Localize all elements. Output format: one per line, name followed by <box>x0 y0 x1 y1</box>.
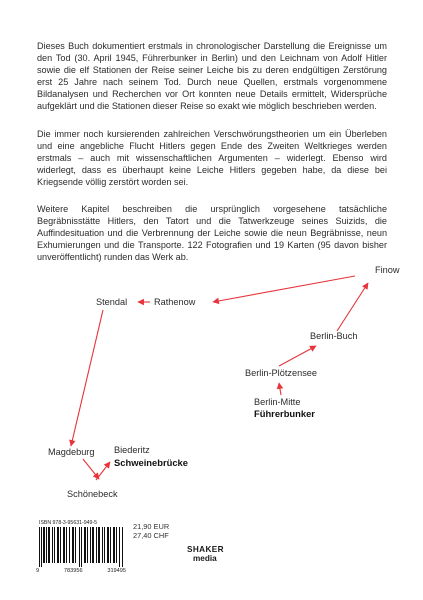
price-eur: 21,90 EUR <box>133 522 170 531</box>
price-chf: 27,40 CHF <box>133 531 169 541</box>
place-schoenebeck: Schönebeck <box>67 489 118 499</box>
isbn-label: ISBN 978-3-95631-949-5 <box>39 520 97 526</box>
barcode <box>39 527 123 567</box>
barcode-digits <box>36 568 126 574</box>
description-paragraph-3: Weitere Kapitel beschreiben die ursprünglich vorgesehene tatsächliche Begräbnisstätte Hitlers, den Tatort und die Tatwerkzeuge seines Suizids, die Auffindesituation und die Verbrennung der Leiche sowie die neun Begräbnisse, neun Exhumierungen und die Transporte. 122 Fotografien und 19 Karten (95 davon bisher unveröffentlicht) runden das Werk ab. <box>37 204 387 263</box>
description-paragraph-1: Dieses Buch dokumentiert erstmals in chronologischer Darstellung die Ereignisse um den Tod (30. April 1945, Führerbunker in Berlin) und den Leichnam von Adolf Hitler sowie die elf Stationen der Reise seiner Leiche bis zu deren endgültigen Zerstörung erst 25 Jahre nach seinem Tod. Durch neue Quellen, erstmals vorgenommene Bildanalysen und Recherchen vor Ort konnten neue Details ermittelt, Widersprüche aufgeklärt und die Stationen dieser Reise so exakt wie möglich beschrieben werden. <box>37 41 387 112</box>
barcode-digit-group-1: 9 <box>36 568 40 574</box>
arrow-bunker-to-ploetzensee <box>279 383 281 395</box>
description-paragraph-2: Die immer noch kursierenden zahlreichen Verschwörungstheorien um ein Überleben und eine angebliche Flucht Hitlers gegen Ende des Zweiten Weltkrieges werden erstmals – auch mit wissenschaftlichen Argumenten – widerlegt. Ebenso wird widerlegt, dass es überhaupt keine Leiche Hitlers gegeben habe, da diese bei Kriegsende völlig zerstört worden sei. <box>37 129 387 188</box>
arrow-finow-to-rathenow <box>213 276 355 302</box>
arrow-buch-to-finow <box>337 283 368 331</box>
place-finow: Finow <box>375 265 400 275</box>
arrow-ploetzensee-to-buch <box>279 346 316 366</box>
arrow-stendal-to-magdeburg <box>71 310 103 446</box>
place-schweinebruecke: Schweinebrücke <box>114 457 188 468</box>
arrow-magdeburg-to-schoenebeck <box>83 459 99 479</box>
place-rathenow: Rathenow <box>154 297 196 307</box>
place-berlin-ploetzensee: Berlin-Plötzensee <box>245 368 318 378</box>
arrow-schoenebeck-to-biederitz <box>96 462 110 480</box>
publisher-name-line1: SHAKER <box>187 545 224 554</box>
place-fuehrerbunker: Führerbunker <box>254 408 315 419</box>
place-biederitz: Biederitz <box>114 445 150 455</box>
place-stendal: Stendal <box>96 297 128 307</box>
place-berlin-buch: Berlin-Buch <box>310 331 358 341</box>
publisher-logo <box>187 545 229 563</box>
barcode-digit-group-2: 783956 <box>63 568 83 574</box>
price-block <box>133 522 169 540</box>
publisher-name-line2: media <box>193 554 217 563</box>
place-magdeburg: Magdeburg <box>48 447 95 457</box>
barcode-digit-group-3: 319495 <box>107 568 126 574</box>
place-berlin-mitte: Berlin-Mitte <box>254 397 301 407</box>
